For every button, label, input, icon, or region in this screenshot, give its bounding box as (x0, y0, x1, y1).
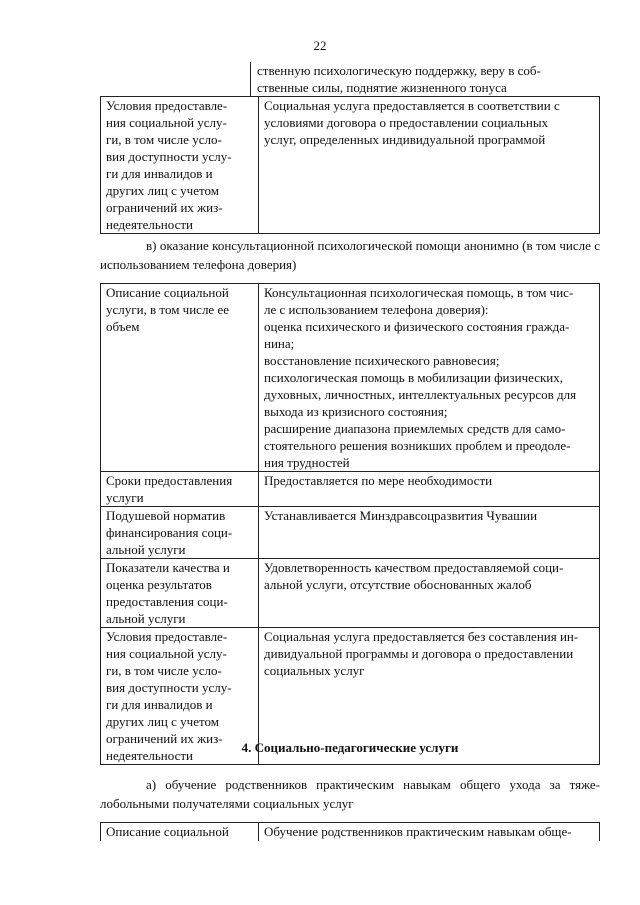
text-line: ги, в том числе усло- (106, 132, 222, 147)
text-line: финансирования соци- (106, 525, 233, 540)
table-row (101, 284, 600, 472)
text-line: недеятельности (106, 217, 193, 232)
text-line: Устанавливается Минздравсоцразвития Чувашии (264, 508, 538, 523)
text-line: выхода из кризисного состояния; (264, 404, 448, 419)
section-heading: 4. Социально-педагогические услуги (241, 740, 459, 755)
text-line: ственную психологическую поддержку, веру в соб- (257, 63, 541, 78)
text-line: других лиц с учетом (106, 714, 219, 729)
text-line: числе с использованием телефона доверия) (100, 238, 601, 272)
education-table (100, 822, 600, 841)
row-value (259, 472, 600, 507)
text-line: социальных услуг (264, 663, 365, 678)
text-line: вия доступности услу- (106, 680, 232, 695)
text-line: лобольными получателями социальных услуг (100, 796, 354, 811)
table-row (101, 507, 600, 559)
text-line: оценка результатов (106, 577, 212, 592)
text-line: альной услуги (106, 542, 186, 557)
text-line: Удовлетворенность качеством предоставляемой соци- (264, 560, 564, 575)
text-line: ги для инвалидов и (106, 166, 213, 181)
service-table (100, 283, 600, 765)
text-line: стоятельного решения возникших проблем и преодоле- (264, 438, 571, 453)
text-line: психологическая помощь в мобилизации физических, (264, 370, 563, 385)
conditions-table (100, 96, 600, 234)
text-line: ния социальной услу- (106, 115, 227, 130)
text-line: нина; (264, 336, 295, 351)
row-label (101, 284, 259, 472)
table-row (101, 823, 600, 841)
row-label (101, 507, 259, 559)
text-line: ния социальной услу- (106, 646, 227, 661)
text-line: ле с использованием телефона доверия): (264, 302, 489, 317)
table-row (101, 97, 600, 234)
text-line: ственные силы, поднятие жизненного тонуса (257, 80, 507, 95)
row-label (101, 472, 259, 507)
text-line: услуги, в том числе ее (106, 302, 229, 317)
row-label (101, 559, 259, 628)
text-line: вия доступности услу- (106, 149, 232, 164)
text-line: Консультационная психологическая помощь, в том чис- (264, 285, 574, 300)
text-line: объем (106, 319, 140, 334)
row-value (259, 507, 600, 559)
text-line: услуг, определенных индивидуальной программой (264, 132, 546, 147)
row-value (259, 284, 600, 472)
text-line: ги для инвалидов и (106, 697, 213, 712)
continuation-text (252, 62, 600, 96)
text-line: альной услуги, отсутствие обоснованных жалоб (264, 577, 532, 592)
text-line: ограничений их жиз- (106, 731, 223, 746)
text-line: Условия предоставле- (106, 98, 228, 113)
text-line: восстановление психического равновесия; (264, 353, 500, 368)
paragraph-item-v (100, 236, 600, 274)
text-line: ния трудностей (264, 455, 350, 470)
text-line: расширение диапазона приемлемых средств для само- (264, 421, 566, 436)
row-value: Обучение родственников практическим навыкам обще- (259, 823, 600, 841)
table-row (101, 472, 600, 507)
text-line: ограничений их жиз- (106, 200, 223, 215)
text-line: предоставления соци- (106, 594, 228, 609)
row-value (259, 559, 600, 628)
text-line: Показатели качества и (106, 560, 230, 575)
text-line: недеятельности (106, 748, 193, 763)
text-line: Предоставляется по мере необходимости (264, 473, 493, 488)
text-line: дивидуальной программы и договора о предоставлении (264, 646, 574, 661)
text-line: Описание социальной (106, 285, 229, 300)
text-line: других лиц с учетом (106, 183, 219, 198)
text-line: Сроки предоставления (106, 473, 233, 488)
text-line: Подушевой норматив (106, 508, 226, 523)
paragraph-item-a (100, 775, 600, 813)
column-divider (250, 62, 251, 96)
row-value (259, 97, 600, 234)
text-line: ги, в том числе усло- (106, 663, 222, 678)
table-continuation-row (100, 62, 600, 97)
text-line: а) обучение родственников практическим навыкам общего ухода за тяже- (146, 777, 600, 792)
row-label (101, 97, 259, 234)
text-line: услуги (106, 490, 144, 505)
text-line: Социальная услуга предоставляется в соответствии с (264, 98, 560, 113)
text-line: условиями договора о предоставлении социальных (264, 115, 549, 130)
table-row (101, 559, 600, 628)
row-label: Описание социальной (101, 823, 259, 841)
text-line: Условия предоставле- (106, 629, 228, 644)
text-line: альной услуги (106, 611, 186, 626)
text-line: Социальная услуга предоставляется без составления ин- (264, 629, 579, 644)
text-line: в) оказание консультационной психологической помощи анонимно (в том (146, 238, 556, 253)
text-line: духовных, личностных, интеллектуальных ресурсов для (264, 387, 577, 402)
page-number: 22 (313, 38, 327, 53)
text-line: оценка психического и физического состояния гражда- (264, 319, 570, 334)
